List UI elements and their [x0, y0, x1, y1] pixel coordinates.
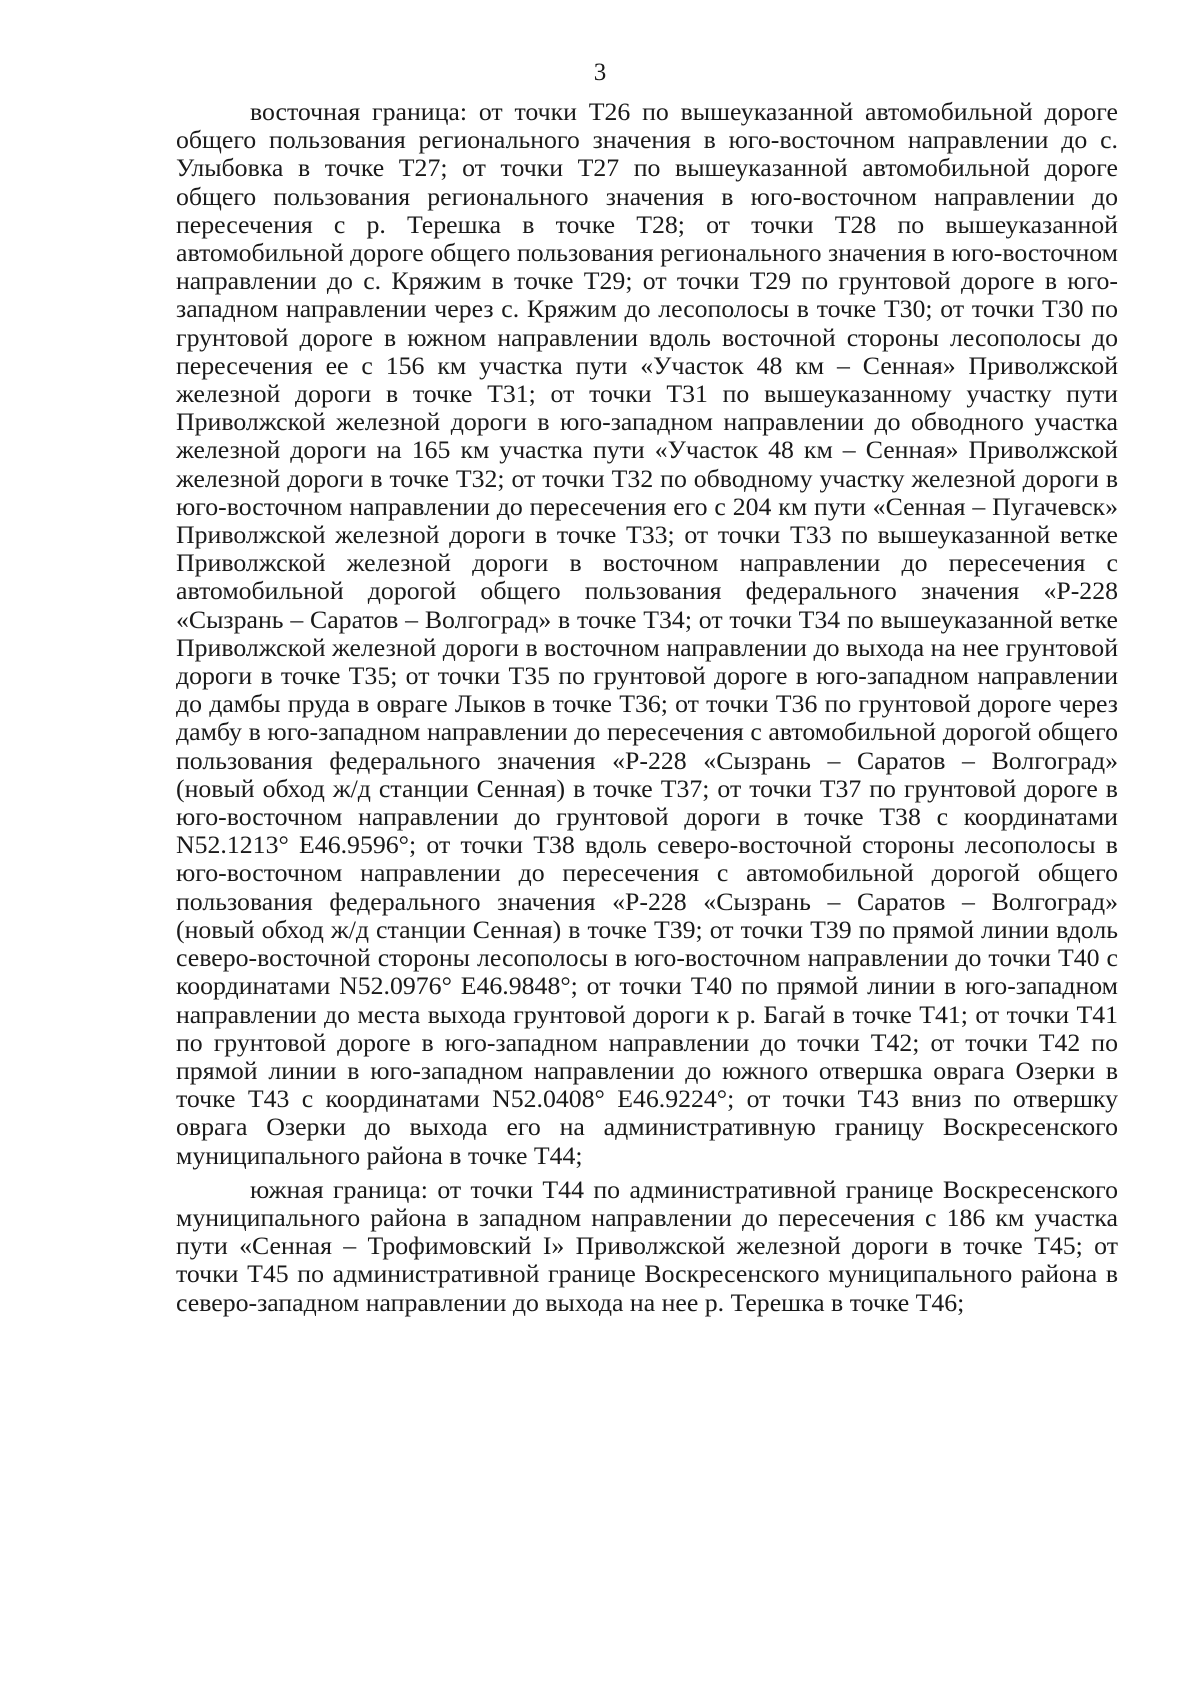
page-number: 3	[593, 59, 607, 86]
document-body	[176, 98, 1118, 1317]
paragraph-south-border: южная граница: от точки Т44 по административной границе Воскресенского муниципального района в западном направлении до пересечения с 186 км участка пути «Сенная – Трофимовский I» Приволжской железной дороги в точке Т45; от точки Т45 по административной границе Воскресенского муниципального района в северо-западном направлении до выхода на нее р. Терешка в точке Т46;	[176, 1174, 1118, 1317]
paragraph-east-border: восточная граница: от точки Т26 по вышеуказанной автомобильной дороге общего пользования регионального значения в юго-восточном направлении до с. Улыбовка в точке Т27; от точки Т27 по вышеуказанной автомобильной дороге общего пользования регионального значения в юго-восточном направлении до пересечения с р. Терешка в точке Т28; от точки Т28 по вышеуказанной автомобильной дороге общего пользования регионального значения в юго-восточном направлении до с. Кряжим в точке Т29; от точки Т29 по грунтовой дороге в юго-западном направлении через с. Кряжим до лесополосы в точке Т30; от точки Т30 по грунтовой дороге в южном направлении вдоль восточной стороны лесополосы до пересечения ее с 156 км участка пути «Участок 48 км – Сенная» Приволжской железной дороги в точке Т31; от точки Т31 по вышеуказанному участку пути Приволжской железной дороги в юго-западном направлении до обводного участка железной дороги на 165 км участка пути «Участок 48 км – Сенная» Приволжской железной дороги в точке Т32; от точки Т32 по обводному участку железной дороги в юго-восточном направлении до пересечения его с 204 км пути «Сенная – Пугачевск» Приволжской железной дороги в точке Т33; от точки Т33 по вышеуказанной ветке Приволжской железной дороги в восточном направлении до пересечения с автомобильной дорогой общего пользования федерального значения «Р-228 «Сызрань – Саратов – Волгоград» в точке Т34; от точки Т34 по вышеуказанной ветке Приволжской железной дороги в восточном направлении до выхода на нее грунтовой дороги в точке Т35; от точки Т35 по грунтовой дороге в юго-западном направлении до дамбы пруда в овраге Лыков в точке Т36; от точки Т36 по грунтовой дороге через дамбу в юго-западном направлении до пересечения с автомобильной дорогой общего пользования федерального значения «Р-228 «Сызрань – Саратов – Волгоград» (новый обход ж/д станции Сенная) в точке Т37; от точки Т37 по грунтовой дороге в юго-восточном направлении до грунтовой дороги в точке Т38 с координатами N52.1213° E46.9596°; от точки Т38 вдоль северо-восточной стороны лесополосы в юго-восточном направлении до пересечения с автомобильной дорогой общего пользования федерального значения «Р-228 «Сызрань – Саратов – Волгоград» (новый обход ж/д станции Сенная) в точке Т39; от точки Т39 по прямой линии вдоль северо-восточной стороны лесополосы в юго-восточном направлении до точки Т40 с координатами N52.0976° E46.9848°; от точки Т40 по прямой линии в юго-западном направлении до места выхода грунтовой дороги к р. Багай в точке Т41; от точки Т41 по грунтовой дороге в юго-западном направлении до точки Т42; от точки Т42 по прямой линии в юго-западном направлении до южного отвершка оврага Озерки в точке Т43 с координатами N52.0408° E46.9224°; от точки Т43 вниз по отвершку оврага Озерки до выхода его на административную границу Воскресенского муниципального района в точке Т44;	[176, 97, 1118, 1170]
